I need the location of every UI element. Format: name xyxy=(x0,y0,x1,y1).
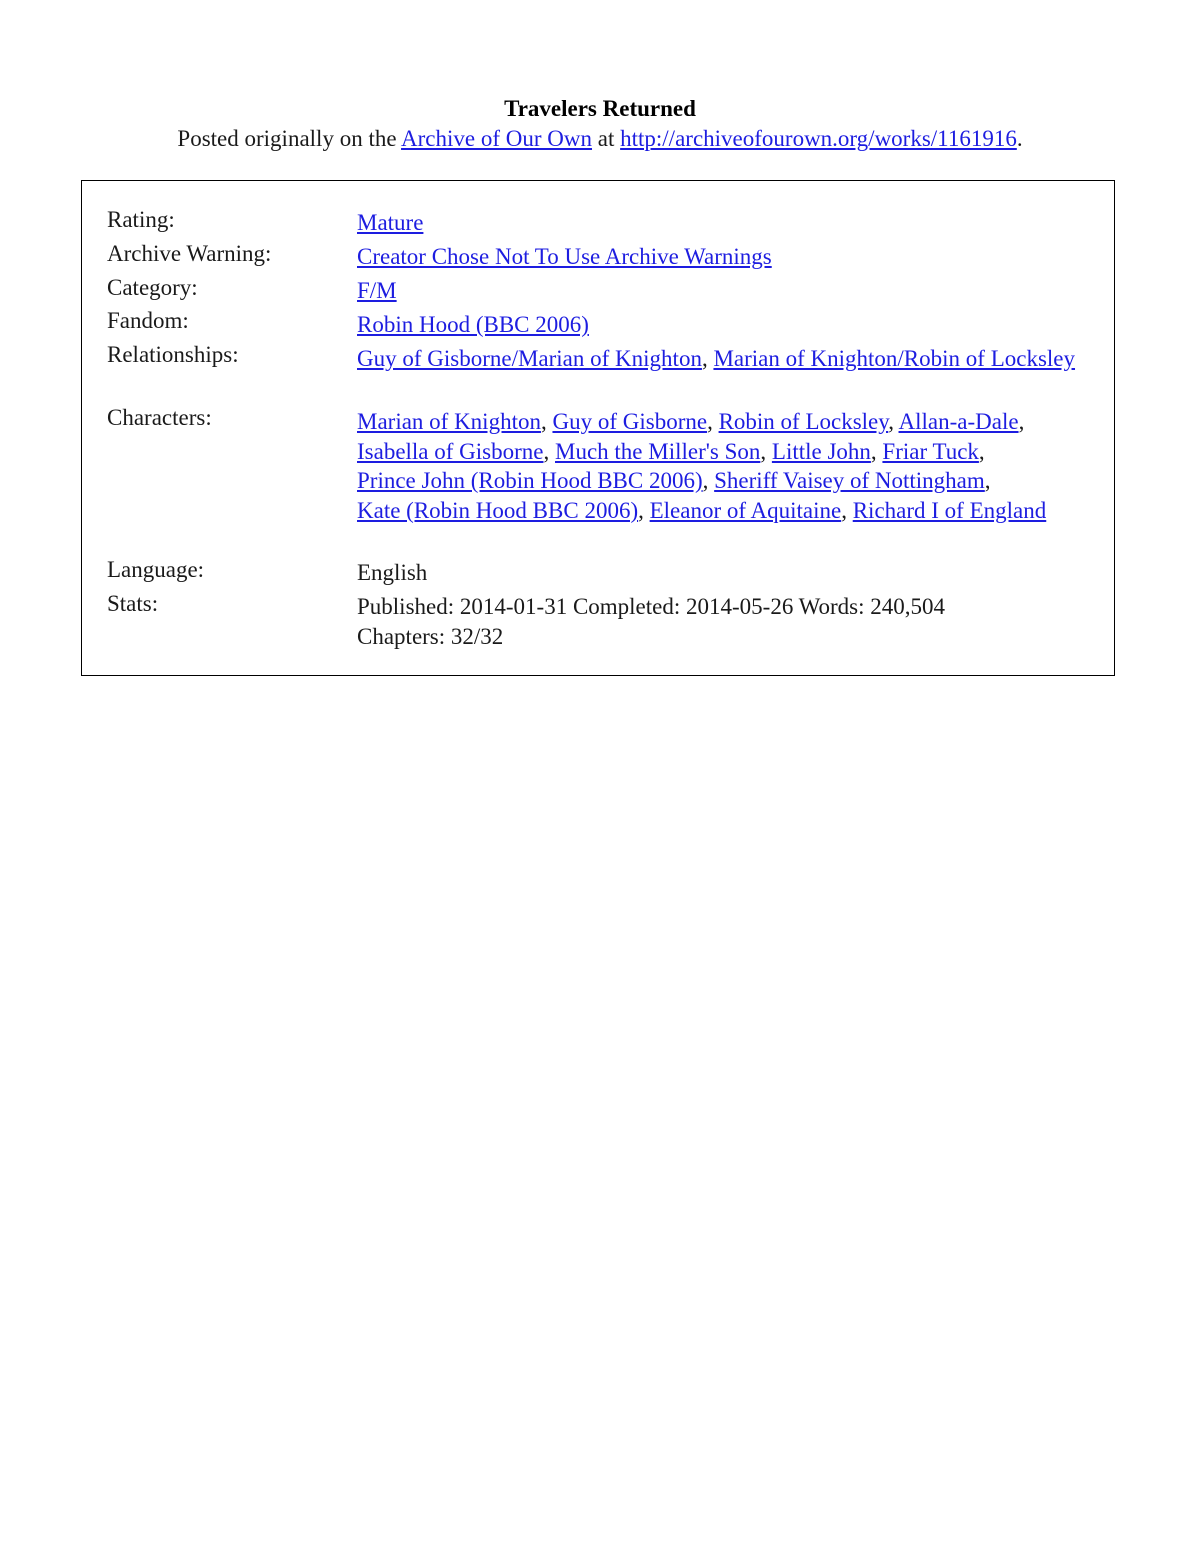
character-link[interactable]: Robin of Locksley xyxy=(718,409,889,434)
relationships-label: Relationships: xyxy=(107,342,239,367)
character-link[interactable]: Richard I of England xyxy=(852,497,1047,523)
archive-warning-value xyxy=(357,242,1097,272)
stats-label: Stats: xyxy=(107,591,159,616)
character-link[interactable]: Marian of Knighton xyxy=(357,409,541,434)
character-link[interactable]: Prince John (Robin Hood BBC 2006) xyxy=(357,468,703,493)
character-link[interactable]: Little John xyxy=(771,438,871,464)
archive-warning-link[interactable]: Creator Chose Not To Use Archive Warnings xyxy=(357,244,772,269)
fandom-label: Fandom: xyxy=(107,308,189,333)
rating-link[interactable]: Mature xyxy=(357,210,424,235)
character-link[interactable]: Sheriff Vaisey of Nottingham xyxy=(714,468,985,493)
work-url-link[interactable]: http://archiveofourown.org/works/1161916 xyxy=(620,126,1017,151)
character-link[interactable]: Guy of Gisborne xyxy=(552,409,708,434)
stats-value xyxy=(357,592,1097,651)
characters-value: Marian of Knighton, Guy of Gisborne, Robin of Locksley, Allan-a-Dale, Isabella of Gisborne, Much the Miller's Son, Little John, Friar Tuck, Prince John (Robin Hood BBC 2006), Sheriff Vaisey of Nottingham, Kate (Robin Hood BBC 2006), Eleanor of Aquitaine, Richard I of England xyxy=(357,409,1047,523)
character-link[interactable]: Allan-a-Dale xyxy=(898,409,1019,434)
relationships-value: Guy of Gisborne/Marian of Knighton, Marian of Knighton/Robin of Locksley xyxy=(357,346,1076,371)
fandom-link[interactable]: Robin Hood (BBC 2006) xyxy=(357,312,589,337)
character-link[interactable]: Friar Tuck xyxy=(882,438,979,464)
category-link[interactable]: F/M xyxy=(357,278,397,303)
at-text: at xyxy=(592,126,621,151)
language-value: English xyxy=(357,560,428,585)
posted-prefix: Posted originally on the xyxy=(177,126,402,151)
character-link[interactable]: Eleanor of Aquitaine xyxy=(649,497,842,523)
work-meta-box xyxy=(81,180,1115,676)
stats-line-1: Published: 2014-01-31 Completed: 2014-05-26 Words: 240,504 xyxy=(357,594,946,619)
character-link[interactable]: Much the Miller's Son xyxy=(555,438,761,464)
period: . xyxy=(1016,126,1023,151)
character-link[interactable]: Isabella of Gisborne xyxy=(357,438,544,464)
stats-line-2: Chapters: 32/32 xyxy=(357,623,504,649)
category-label: Category: xyxy=(107,275,198,300)
archive-link[interactable]: Archive of Our Own xyxy=(401,126,593,151)
character-link[interactable]: Kate (Robin Hood BBC 2006) xyxy=(357,497,639,523)
characters-label: Characters: xyxy=(107,405,212,430)
category-value xyxy=(357,276,1097,306)
posted-originally-line xyxy=(0,124,1200,154)
relationship-link[interactable]: Marian of Knighton/Robin of Locksley xyxy=(713,346,1076,371)
rating-label: Rating: xyxy=(107,207,175,232)
work-header xyxy=(0,94,1200,154)
archive-warning-label: Archive Warning: xyxy=(107,241,272,266)
language-label: Language: xyxy=(107,557,205,582)
work-title: Travelers Returned xyxy=(504,96,696,121)
relationship-link[interactable]: Guy of Gisborne/Marian of Knighton xyxy=(357,346,702,371)
rating-value xyxy=(357,208,1097,238)
fandom-value xyxy=(357,310,1097,340)
